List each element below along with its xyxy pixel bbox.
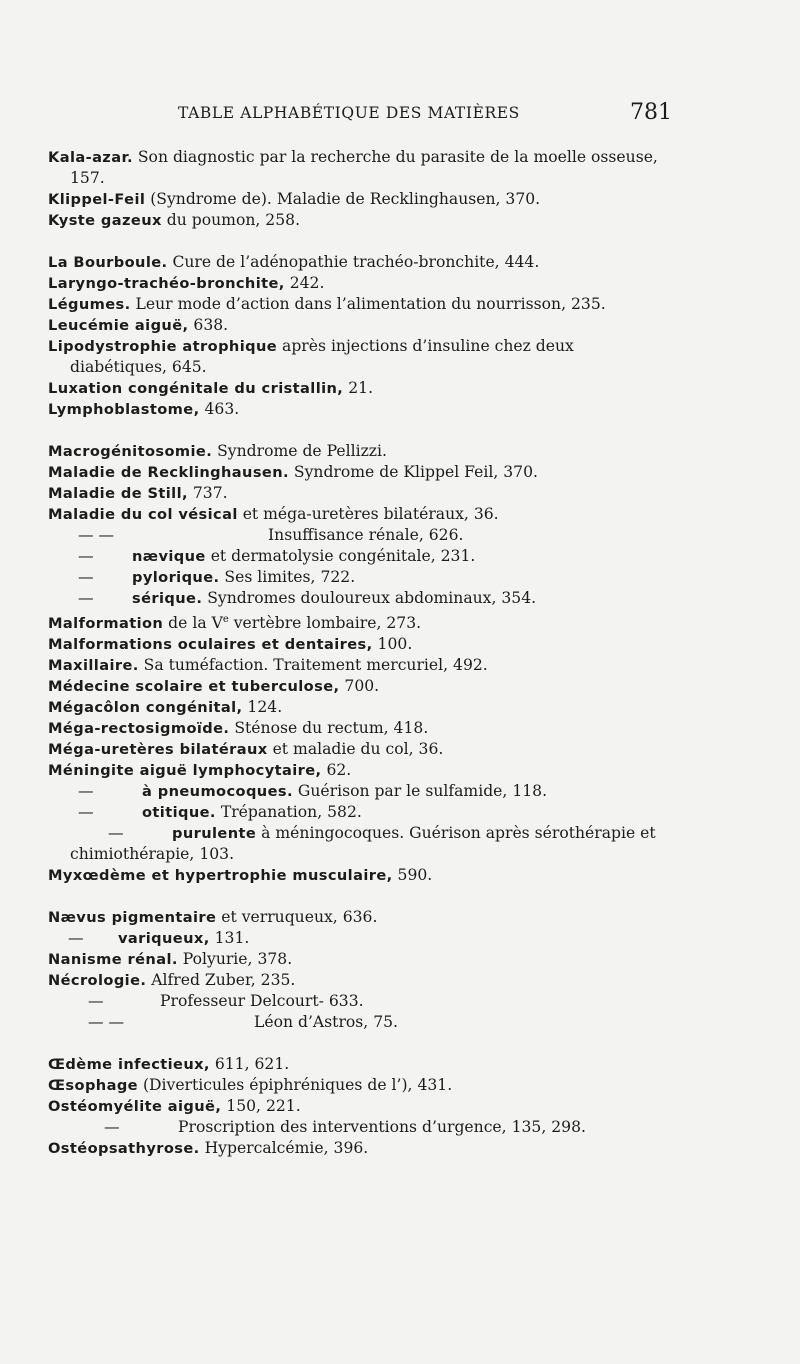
- index-entry: [48, 676, 673, 697]
- entry-keyword: Œsophage: [48, 1077, 138, 1095]
- entry-text: après injections d’insuline chez deux diabétiques, 645.: [70, 337, 574, 376]
- entry-text: 124.: [242, 698, 283, 717]
- entry-keyword: Méga-rectosigmoïde.: [48, 720, 230, 738]
- entry-text: Trépanation, 582.: [215, 803, 362, 822]
- entry-text: à méningocoques. Guérison après sérothérapie et chimiothérapie, 103.: [70, 824, 656, 864]
- entry-text: Son diagnostic par la recherche du parasite de la moelle osseuse, 157.: [70, 148, 658, 187]
- index-subentry: [48, 1117, 673, 1138]
- entry-keyword: La Bourboule.: [48, 254, 168, 271]
- entry-text: 700.: [339, 677, 380, 696]
- entry-keyword: Leucémie aiguë,: [48, 317, 189, 334]
- ditto-dash: —: [78, 803, 94, 822]
- entry-text: 463.: [199, 400, 240, 418]
- index-subentry: [48, 802, 673, 823]
- index-entry: [48, 609, 673, 634]
- index-subentry: [48, 823, 673, 865]
- ditto-dash: —: [78, 589, 94, 607]
- index-entry: [48, 462, 673, 483]
- entry-text: (Syndrome de). Maladie de Recklinghausen, 370.: [145, 190, 541, 208]
- index-entry: [48, 907, 673, 928]
- index-entry: [48, 336, 673, 378]
- entry-text: et maladie du col, 36.: [267, 740, 444, 759]
- page-number: 781: [630, 100, 672, 125]
- entry-keyword: Nanisme rénal.: [48, 951, 178, 969]
- entry-text: Sténose du rectum, 418.: [229, 719, 429, 738]
- ditto-dash: —: [78, 568, 94, 586]
- index-entry: [48, 718, 673, 739]
- entry-keyword: Maxillaire.: [48, 657, 139, 675]
- entry-text: Syndrome de Klippel Feil, 370.: [288, 463, 538, 481]
- entry-keyword: pylorique.: [132, 569, 220, 586]
- index-entry: [48, 189, 673, 210]
- entry-keyword: Malformations oculaires et dentaires,: [48, 636, 373, 654]
- entry-keyword: Médecine scolaire et tuberculose,: [48, 678, 340, 696]
- entry-keyword: Luxation congénitale du cristallin,: [48, 380, 344, 397]
- entry-keyword: nævique: [132, 548, 206, 565]
- ditto-dash: —: [108, 824, 124, 843]
- entry-text: 131.: [209, 929, 250, 948]
- index-entry: [48, 760, 673, 781]
- entry-text: 242.: [284, 274, 325, 292]
- index-entry: [48, 634, 673, 655]
- index-entry: [48, 252, 673, 273]
- entry-text: 100.: [372, 635, 413, 654]
- entry-text: Insuffisance rénale, 626.: [268, 526, 464, 544]
- entry-text: Leur mode d’action dans l’alimentation du nourrisson, 235.: [130, 295, 606, 313]
- entry-text: Polyurie, 378.: [177, 950, 293, 969]
- index-entry: [48, 441, 673, 462]
- entry-keyword: variqueux,: [118, 930, 210, 948]
- ditto-dash: — —: [78, 526, 115, 544]
- entry-keyword: purulente: [172, 825, 257, 843]
- entry-text: 638.: [188, 316, 229, 334]
- entry-keyword: otitique.: [142, 804, 216, 822]
- entry-keyword: Œdème infectieux,: [48, 1056, 210, 1074]
- index-entry: [48, 655, 673, 676]
- index-subentry: [48, 525, 673, 546]
- index-entry: [48, 399, 673, 420]
- entry-text: Hypercalcémie, 396.: [199, 1139, 369, 1158]
- index-entry: [48, 147, 673, 189]
- entry-keyword: à pneumocoques.: [142, 783, 293, 801]
- entry-text: (Diverticules épiphréniques de l’), 431.: [137, 1076, 453, 1095]
- entry-text: et méga-uretères bilatéraux, 36.: [237, 505, 499, 523]
- entry-text: Proscription des interventions d’urgence, 135, 298.: [178, 1118, 586, 1137]
- entry-text: vertèbre lombaire, 273.: [228, 614, 422, 633]
- running-title: TABLE ALPHABÉTIQUE DES MATIÈRES: [178, 104, 520, 122]
- index-entry: [48, 697, 673, 718]
- index-entry: [48, 273, 673, 294]
- entry-keyword: Laryngo-trachéo-bronchite,: [48, 275, 285, 292]
- index-subentry: [48, 781, 673, 802]
- entry-keyword: Maladie de Recklinghausen.: [48, 464, 289, 481]
- entry-keyword: Nécrologie.: [48, 972, 147, 990]
- entry-keyword: sérique.: [132, 590, 203, 607]
- index-entry: [48, 483, 673, 504]
- entry-text: du poumon, 258.: [161, 211, 301, 229]
- entry-keyword: Kyste gazeux: [48, 212, 162, 229]
- index-entry: [48, 294, 673, 315]
- entry-text: 21.: [343, 379, 374, 397]
- entry-keyword: Kala-azar.: [48, 149, 133, 166]
- entry-keyword: Macrogénitosomie.: [48, 443, 213, 460]
- index-entry: [48, 315, 673, 336]
- entry-keyword: Mégacôlon congénital,: [48, 699, 243, 717]
- entry-keyword: Légumes.: [48, 296, 131, 313]
- index-entry: [48, 949, 673, 970]
- entry-text: Ses limites, 722.: [219, 568, 356, 586]
- entry-text: 62.: [321, 761, 352, 780]
- entry-keyword: Lymphoblastome,: [48, 401, 200, 418]
- index-entry: [48, 504, 673, 525]
- entry-keyword: Ostéomyélite aiguë,: [48, 1098, 222, 1116]
- entry-keyword: Méningite aiguë lymphocytaire,: [48, 762, 322, 780]
- entry-keyword: Nævus pigmentaire: [48, 909, 217, 927]
- entry-text: Cure de l’adénopathie trachéo-bronchite, 444.: [167, 253, 540, 271]
- index-entry: [48, 210, 673, 231]
- entry-text: Syndromes douloureux abdominaux, 354.: [202, 589, 537, 607]
- entry-text: et dermatolysie congénitale, 231.: [205, 547, 476, 565]
- index-entry: [48, 865, 673, 886]
- entry-text: 611, 621.: [209, 1055, 290, 1074]
- index-entries: [48, 147, 673, 1159]
- entry-text: Alfred Zuber, 235.: [146, 971, 296, 990]
- entry-text: et verruqueux, 636.: [216, 908, 378, 927]
- ditto-dash: —: [68, 929, 84, 948]
- index-entry: [48, 1138, 673, 1159]
- index-entry: [48, 378, 673, 399]
- entry-text: Syndrome de Pellizzi.: [212, 442, 387, 460]
- ditto-dash: —: [78, 547, 94, 565]
- entry-text: 737.: [187, 484, 228, 502]
- index-subentry: [48, 1012, 673, 1033]
- superscript: e: [222, 614, 229, 625]
- index-entry: [48, 1054, 673, 1075]
- entry-text: Léon d’Astros, 75.: [254, 1013, 398, 1032]
- ditto-dash: —: [78, 782, 94, 801]
- ditto-dash: —: [88, 992, 104, 1011]
- ditto-dash: — —: [88, 1013, 125, 1032]
- index-entry: [48, 970, 673, 991]
- index-subentry: [48, 588, 673, 609]
- index-entry: [48, 1075, 673, 1096]
- ditto-dash: —: [104, 1118, 120, 1137]
- index-subentry: [48, 546, 673, 567]
- entry-keyword: Klippel-Feil: [48, 191, 146, 208]
- index-subentry: [48, 928, 673, 949]
- entry-keyword: Maladie de Still,: [48, 485, 188, 502]
- entry-text: 590.: [392, 866, 433, 885]
- page-header: [0, 100, 800, 130]
- entry-keyword: Maladie du col vésical: [48, 506, 238, 523]
- entry-text: de la V: [163, 614, 223, 633]
- index-entry: [48, 739, 673, 760]
- index-entry: [48, 1096, 673, 1117]
- entry-keyword: Lipodystrophie atrophique: [48, 338, 278, 355]
- entry-text: Guérison par le sulfamide, 118.: [292, 782, 548, 801]
- entry-keyword: Malformation: [48, 615, 164, 633]
- index-subentry: [48, 567, 673, 588]
- entry-keyword: Ostéopsathyrose.: [48, 1140, 200, 1158]
- index-subentry: [48, 991, 673, 1012]
- entry-keyword: Méga-uretères bilatéraux: [48, 741, 268, 759]
- entry-text: Professeur Delcourt- 633.: [160, 992, 364, 1011]
- entry-keyword: Myxœdème et hypertrophie musculaire,: [48, 867, 393, 885]
- entry-text: 150, 221.: [221, 1097, 301, 1116]
- entry-text: Sa tuméfaction. Traitement mercuriel, 492.: [138, 656, 488, 675]
